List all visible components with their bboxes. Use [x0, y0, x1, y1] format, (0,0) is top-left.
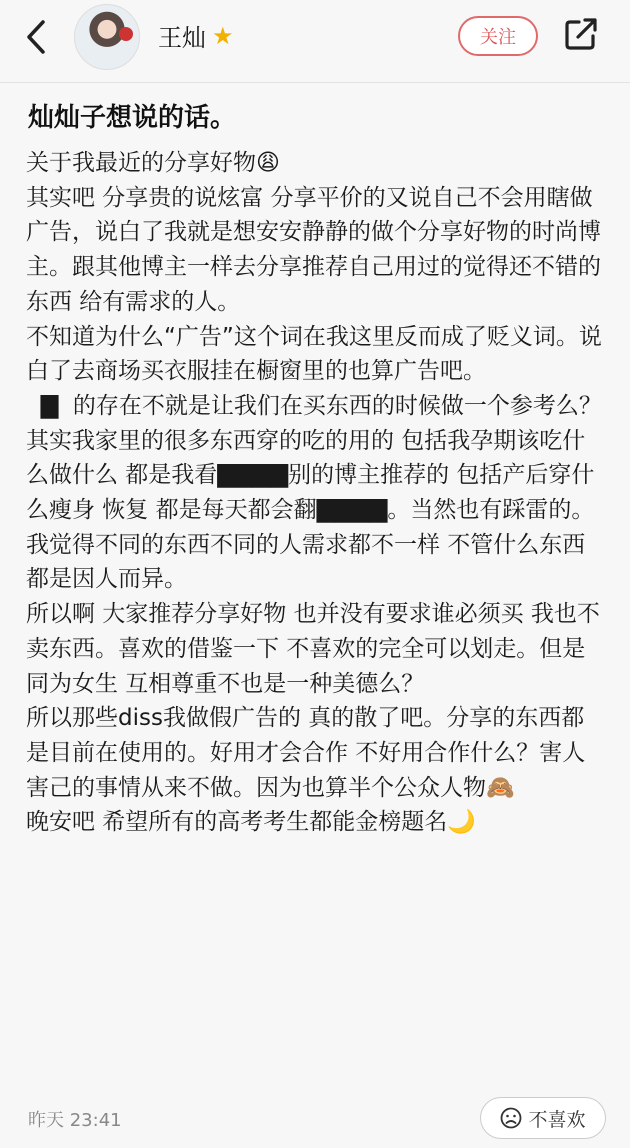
- header-divider: [0, 82, 630, 83]
- top-bar: [0, 0, 630, 80]
- post-time: 昨天 23:41: [28, 1110, 122, 1131]
- chevron-left-icon: [25, 19, 47, 55]
- post-line: 其实吧 分享贵的说炫富 分享平价的又说自己不会用瞎做广告，说白了我就是想安安静静的做个分享好物的时尚博主。跟其他博主一样去分享推荐自己用过的觉得还不错的东西 给有需求的人。: [26, 184, 601, 315]
- star-badge-icon: ★: [212, 21, 234, 50]
- username-text: 王灿: [158, 24, 206, 52]
- post-line: ▇ 的存在不就是让我们在买东西的时候做一个参考么？其实我家里的很多东西穿的吃的用的 包括我孕期该吃什么做什么 都是我看▇▇▇▇别的博主推荐的 包括产后穿什么瘦身 恢复 都是每天都会翻▇▇▇▇。当然也有踩雷的。我觉得不同的东西不同的人需求都不一样 不管什么东西都是因人而异。: [26, 392, 602, 593]
- share-button[interactable]: [563, 16, 599, 52]
- post-line: 所以那些diss我做假广告的 真的散了吧。分享的东西都是目前在使用的。好用才会合作 不好用合作什么？害人害己的事情从来不做。因为也算半个公众人物🙈: [26, 705, 586, 801]
- back-button[interactable]: [18, 14, 54, 60]
- post-title: 灿灿子想说的话。: [28, 103, 237, 133]
- username[interactable]: [158, 18, 234, 53]
- share-icon: [563, 16, 599, 52]
- post-line: 所以啊 大家推荐分享好物 也并没有要求谁必须买 我也不卖东西。喜欢的借鉴一下 不喜欢的完全可以划走。但是同为女生 互相尊重不也是一种美德么？: [26, 601, 600, 697]
- post-line: 关于我最近的分享好物😩: [26, 150, 280, 176]
- follow-button[interactable]: 关注: [458, 16, 538, 56]
- frown-face-icon: [500, 1107, 522, 1129]
- post-line: 不知道为什么“广告”这个词在我这里反而成了贬义词。说白了去商场买衣服挂在橱窗里的也算广告吧。: [26, 323, 602, 385]
- dislike-button[interactable]: [480, 1097, 606, 1139]
- avatar[interactable]: [74, 4, 140, 70]
- post-body: [26, 146, 606, 840]
- post-line: 晚安吧 希望所有的高考考生都能金榜题名🌙: [26, 809, 476, 836]
- dislike-label: 不喜欢: [528, 1108, 586, 1131]
